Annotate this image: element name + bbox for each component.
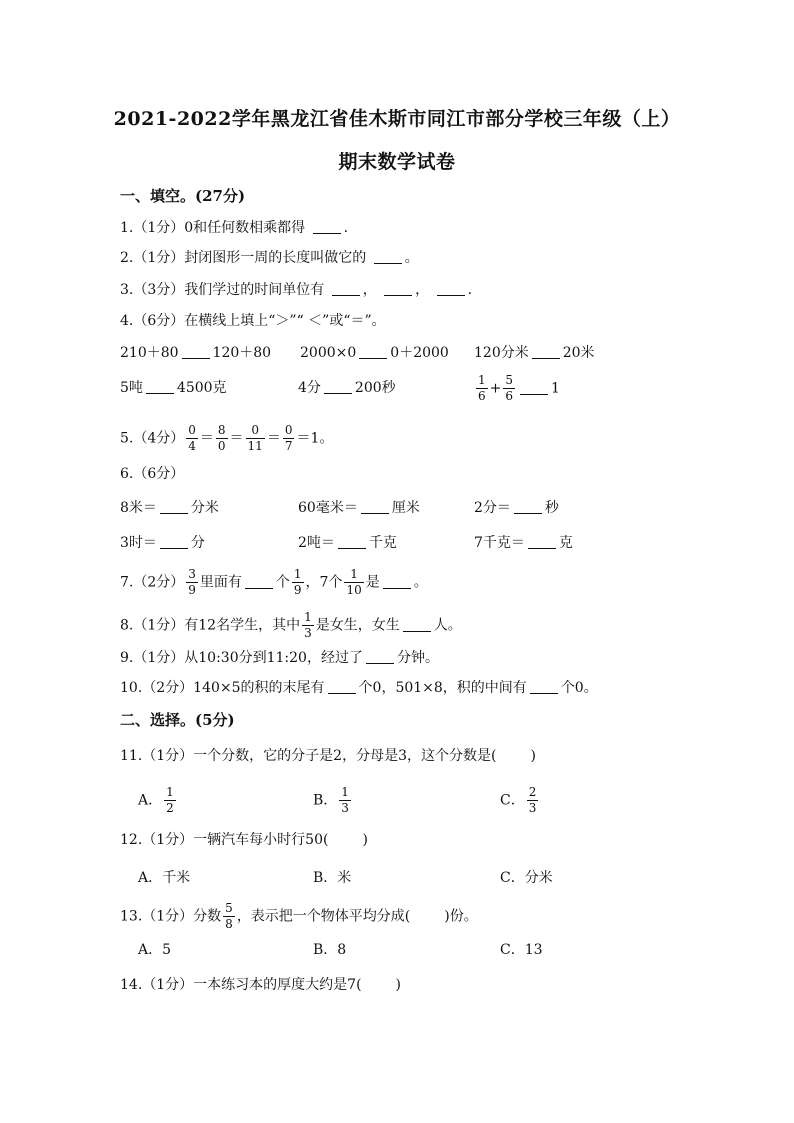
fraction: $\frac{1}{9}$ <box>293 567 302 597</box>
answer-blank[interactable] <box>403 617 431 632</box>
fraction: $\frac{8}{0}$ <box>217 423 226 453</box>
conversion-item: 8米＝ 分米 <box>120 500 219 516</box>
equals: ＝ <box>266 430 281 447</box>
answer-blank[interactable] <box>332 281 360 296</box>
expression: 4500克 <box>176 380 227 396</box>
answer-blank[interactable] <box>146 379 174 394</box>
option-a[interactable]: A．5 <box>138 942 172 958</box>
compare-item <box>474 374 560 403</box>
question-3-end: . <box>467 282 473 298</box>
expression: 0＋2000 <box>390 345 449 361</box>
option-b[interactable]: B．米 <box>313 870 352 886</box>
option-c[interactable]: C．分米 <box>500 870 553 886</box>
option-b[interactable]: B． $\frac{1}{3}$ <box>313 785 349 815</box>
answer-blank[interactable] <box>514 499 542 514</box>
conversion-item: 2分＝ 秒 <box>474 500 559 516</box>
expression: 2000×0 <box>300 345 357 361</box>
conversion-item: 7千克＝ 克 <box>474 535 573 551</box>
answer-blank[interactable] <box>182 344 210 359</box>
compare-item <box>298 378 396 398</box>
question-8: 8.（1分）有12名学生，其中 $\frac{1}{3}$ 是女生，女生 人。 <box>120 610 462 640</box>
answer-blank[interactable] <box>528 534 556 549</box>
expression: 1 <box>551 380 560 397</box>
answer-blank[interactable] <box>530 679 558 694</box>
option-b[interactable]: B．8 <box>313 942 347 958</box>
separator: ， <box>415 282 430 298</box>
question-4: 4.（6分）在横线上填上“＞”“ ＜”或“＝”。 <box>120 313 386 329</box>
question-3-text: 3.（3分）我们学过的时间单位有 <box>120 282 325 298</box>
equals: ＝ <box>229 430 244 447</box>
question-1 <box>120 218 348 238</box>
compare-item <box>300 343 449 363</box>
answer-blank[interactable] <box>160 499 188 514</box>
question-12: 12.（1分）一辆汽车每小时行50( ) <box>120 832 368 848</box>
fraction: $\frac{1}{3}$ <box>341 785 349 815</box>
question-5 <box>120 424 333 453</box>
section-1-heading: 一、填空。(27分) <box>120 187 246 205</box>
conversion-item: 60毫米＝ 厘米 <box>298 500 420 516</box>
compare-item <box>120 378 227 398</box>
answer-blank[interactable] <box>313 219 341 234</box>
answer-blank[interactable] <box>359 344 387 359</box>
answer-blank[interactable] <box>324 379 352 394</box>
question-2-end: 。 <box>404 250 419 266</box>
expression: 210＋80 <box>120 345 179 361</box>
compare-item <box>120 343 271 363</box>
compare-item <box>474 343 595 363</box>
question-2 <box>120 248 419 268</box>
fraction: $\frac{5}{6}$ <box>505 373 514 403</box>
expression: 5吨 <box>120 380 143 396</box>
question-3 <box>120 280 472 300</box>
answer-blank[interactable] <box>384 281 412 296</box>
question-1-text: 1.（1分）0和任何数相乘都得 <box>120 220 306 236</box>
conversion-item: 2吨＝ 千克 <box>298 535 397 551</box>
fraction: $\frac{3}{9}$ <box>188 567 196 597</box>
fraction: $\frac{1}{10}$ <box>346 567 362 597</box>
expression: 120＋80 <box>212 345 272 361</box>
equals: ＝ <box>199 430 214 447</box>
answer-blank[interactable] <box>361 499 389 514</box>
question-10: 10.（2分）140×5的积的末尾有 个0，501×8，积的中间有 个0。 <box>120 680 598 696</box>
title-line-2: 期末数学试卷 <box>338 151 456 173</box>
fraction: $\frac{0}{11}$ <box>247 423 263 453</box>
fraction: $\frac{1}{2}$ <box>166 785 174 815</box>
title-line-1: 2021-2022学年黑龙江省佳木斯市同江市部分学校三年级（上） <box>113 108 681 130</box>
expression: 120分米 <box>474 345 529 361</box>
answer-blank[interactable] <box>245 574 273 589</box>
fraction: $\frac{1}{3}$ <box>304 610 312 640</box>
option-a[interactable]: A．千米 <box>138 870 191 886</box>
expression: 4分 <box>298 380 321 396</box>
answer-blank[interactable] <box>366 649 394 664</box>
question-5-end: ＝1。 <box>296 430 334 447</box>
answer-blank[interactable] <box>520 380 548 395</box>
question-1-end: . <box>343 220 349 236</box>
answer-blank[interactable] <box>437 281 465 296</box>
question-5-text: 5.（4分） <box>120 430 185 447</box>
fraction: $\frac{2}{3}$ <box>528 785 537 815</box>
question-6: 6.（6分） <box>120 466 185 482</box>
separator: ， <box>362 282 377 298</box>
fraction: $\frac{0}{4}$ <box>188 423 196 453</box>
fraction: $\frac{5}{8}$ <box>225 901 233 931</box>
operator: + <box>489 380 502 397</box>
option-a[interactable]: A． $\frac{1}{2}$ <box>138 785 174 815</box>
option-c[interactable]: C． $\frac{2}{3}$ <box>500 785 537 815</box>
fraction: $\frac{0}{7}$ <box>284 423 293 453</box>
question-7: 7.（2分） $\frac{3}{9}$ 里面有 个 $\frac{1}{9}$ ，7个 $\frac{1}{10}$ 是 。 <box>120 567 428 597</box>
answer-blank[interactable] <box>374 249 402 264</box>
question-9: 9.（1分）从10:30分到11:20，经过了 分钟。 <box>120 650 439 666</box>
fraction: $\frac{1}{6}$ <box>478 373 486 403</box>
expression: 20米 <box>562 345 595 361</box>
expression: 200秒 <box>354 380 396 396</box>
option-c[interactable]: C．13 <box>500 942 543 958</box>
question-2-text: 2.（1分）封闭图形一周的长度叫做它的 <box>120 250 367 266</box>
answer-blank[interactable] <box>160 534 188 549</box>
answer-blank[interactable] <box>532 344 560 359</box>
question-11: 11.（1分）一个分数，它的分子是2，分母是3，这个分数是( ) <box>120 748 536 764</box>
answer-blank[interactable] <box>338 534 366 549</box>
question-13: 13.（1分）分数 $\frac{5}{8}$ ，表示把一个物体平均分成( )份。 <box>120 901 478 931</box>
conversion-item: 3时＝ 分 <box>120 535 205 551</box>
section-2-heading: 二、选择。(5分) <box>120 711 235 729</box>
answer-blank[interactable] <box>328 679 356 694</box>
answer-blank[interactable] <box>383 574 411 589</box>
question-14: 14.（1分）一本练习本的厚度大约是7( ) <box>120 977 402 993</box>
